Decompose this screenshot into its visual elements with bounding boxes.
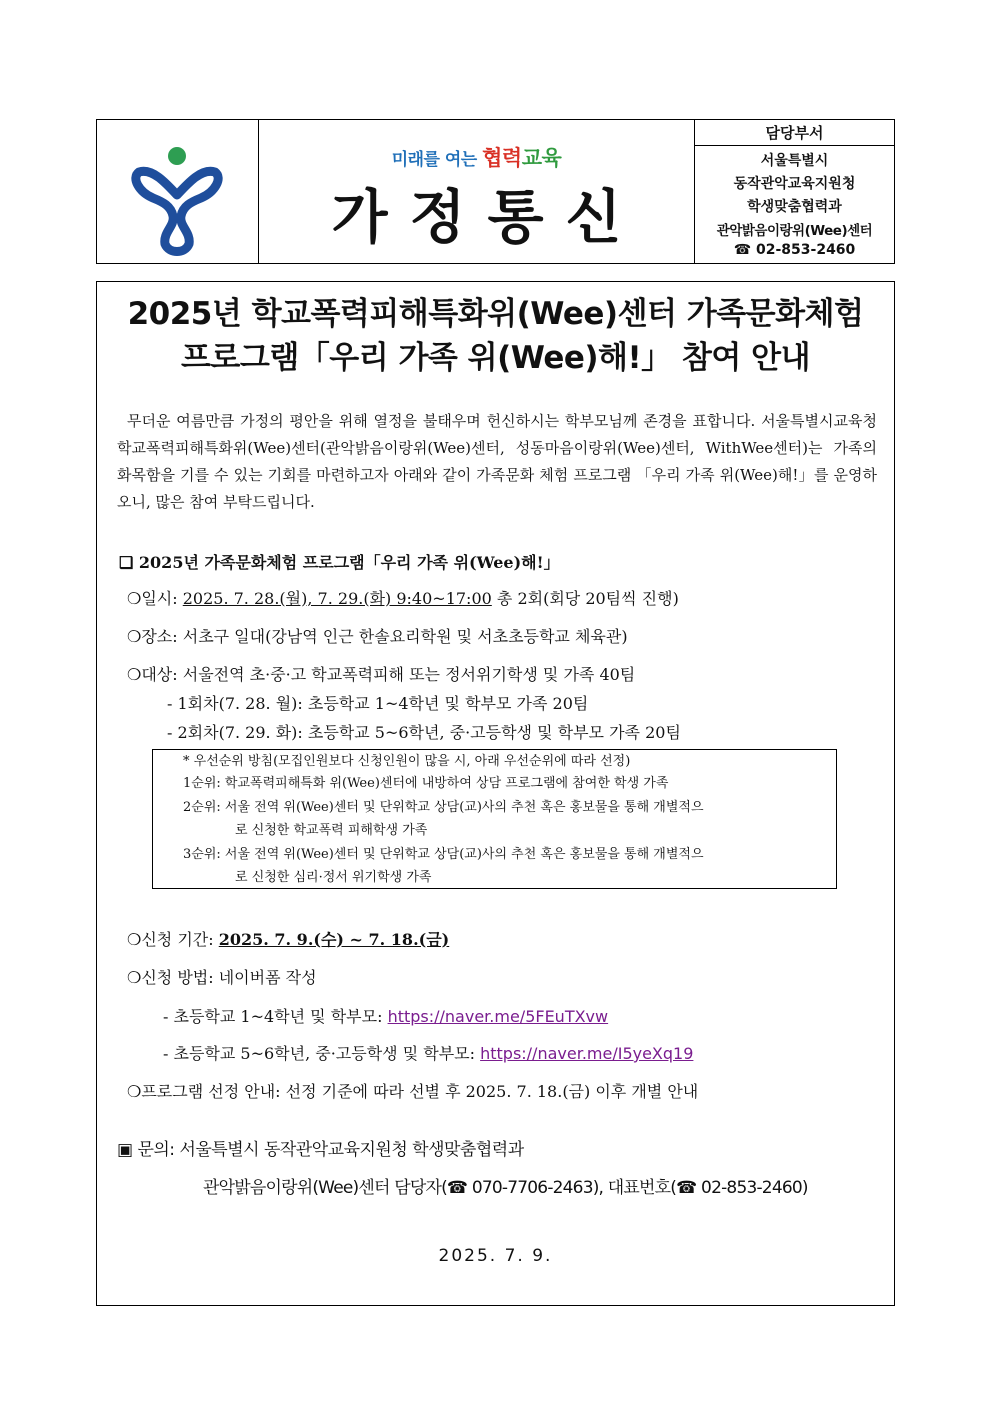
dept-line: 학생맞춤협력과 [747,198,842,215]
logo-cell [97,120,259,263]
link2-label: - 초등학교 5~6학년, 중·고등학생 및 학부모: [163,1044,481,1063]
session2-row: - 2회차(7. 29. 화): 초등학교 5~6학년, 중·고등학생 및 학부모 가족 20팀 [167,723,681,742]
dept-info [695,146,894,263]
place-row: ❍장소: 서초구 일대(강남역 인근 한솔요리학원 및 서초초등학교 체육관) [127,627,628,646]
session1-row: - 1회차(7. 28. 월): 초등학교 1~4학년 및 학부모 가족 20팀 [167,694,589,713]
priority-note: * 우선순위 방침(모집인원보다 신청인원이 많을 시, 아래 우선순위에 따라 선정) [183,754,631,769]
apply-period-value: 2025. 7. 9.(수) ~ 7. 18.(금) [218,930,450,949]
date-label: ❍일시: [127,589,183,608]
selection-row: ❍프로그램 선정 안내: 선정 기준에 따라 선별 후 2025. 7. 18.(금) 이후 개별 안내 [127,1082,699,1101]
contact-line1: ▣ 문의: 서울특별시 동작관악교육지원청 학생맞춤협력과 [117,1140,524,1160]
apply-method-row: ❍신청 방법: 네이버폼 작성 [127,968,317,987]
date-value: 2025. 7. 28.(월), 7. 29.(화) 9:40~17:00 [182,589,492,608]
title-cell [259,120,695,263]
apply-period-row [127,927,449,950]
contact-line2: 관악밝음이랑위(Wee)센터 담당자(☎ 070-7706-2463), 대표번호(☎ 02-853-2460) [203,1178,808,1198]
link1-label: - 초등학교 1~4학년 및 학부모: [163,1007,388,1026]
dept-line: 동작관악교육지원청 [733,176,856,193]
apply-period-label: ❍신청 기간: [127,930,219,949]
slogan-part3: 교육 [521,146,562,170]
priority-1: 1순위: 학교폭력피해특화 위(Wee)센터에 내방하여 상담 프로그램에 참여한 학생 가족 [183,776,669,791]
link2-row [163,1041,693,1064]
dept-line: 서울특별시 [760,153,829,170]
section-heading: ❑ 2025년 가족문화체험 프로그램「우리 가족 위(Wee)해!」 [119,553,560,572]
priority-2a: 2순위: 서울 전역 위(Wee)센터 및 단위학교 상담(교)사의 추천 혹은 홍보물을 통해 개별적으 [183,800,704,815]
date-row [127,586,679,609]
issue-date: 2025. 7. 9. [438,1246,553,1266]
priority-2b: 로 신청한 학교폭력 피해학생 가족 [235,823,428,838]
slogan [259,142,694,172]
dept-label: 담당부서 [695,120,894,146]
main-notice-box [96,281,895,1306]
target-row: ❍대상: 서울전역 초·중·고 학교폭력피해 또는 정서위기학생 및 가족 40팀 [127,665,636,684]
education-office-logo [97,120,258,262]
link2-url[interactable]: https://naver.me/I5yeXq19 [480,1044,694,1063]
link1-row [163,1004,608,1027]
doc-title: 가정통신 [331,183,644,251]
intro-paragraph: 무더운 여름만큼 가정의 평안을 위해 열정을 불태우며 헌신하시는 학부모님께 존경을 표합니다. 서울특별시교육청 학교폭력피해특화위(Wee)센터(관악밝음이랑위(Wee)센터, 성동마음이랑위(Wee)센터, WithWee센터)는 가족의 화목함을 기를 수 있는 기회를 마련하고자 아래와 같이 가족문화 체험 프로그램 「우리 가족 위(Wee)해!」를 운영하오니, 많은 참여 부탁드립니다. [117,412,877,511]
slogan-part1: 미래를 여는 [391,150,483,170]
date-suffix: 총 2회(회당 20팀씩 진행) [491,589,679,608]
dept-cell [695,120,894,263]
dept-phone: ☎ 02-853-2460 [733,241,856,258]
link1-url[interactable]: https://naver.me/5FEuTXvw [387,1007,609,1026]
priority-3b: 로 신청한 심리·정서 위기학생 가족 [235,870,432,885]
notice-title-line1: 2025년 학교폭력피해특화위(Wee)센터 가족문화체험 [127,296,864,332]
dept-line: 관악밝음이랑위(Wee)센터 [716,222,873,239]
header-table [96,119,895,264]
priority-box [152,749,837,889]
priority-3a: 3순위: 서울 전역 위(Wee)센터 및 단위학교 상담(교)사의 추천 혹은 홍보물을 통해 개별적으 [183,847,704,862]
notice-title-line2: 프로그램「우리 가족 위(Wee)해!」 참여 안내 [180,340,811,376]
slogan-part2: 협력 [482,146,522,170]
